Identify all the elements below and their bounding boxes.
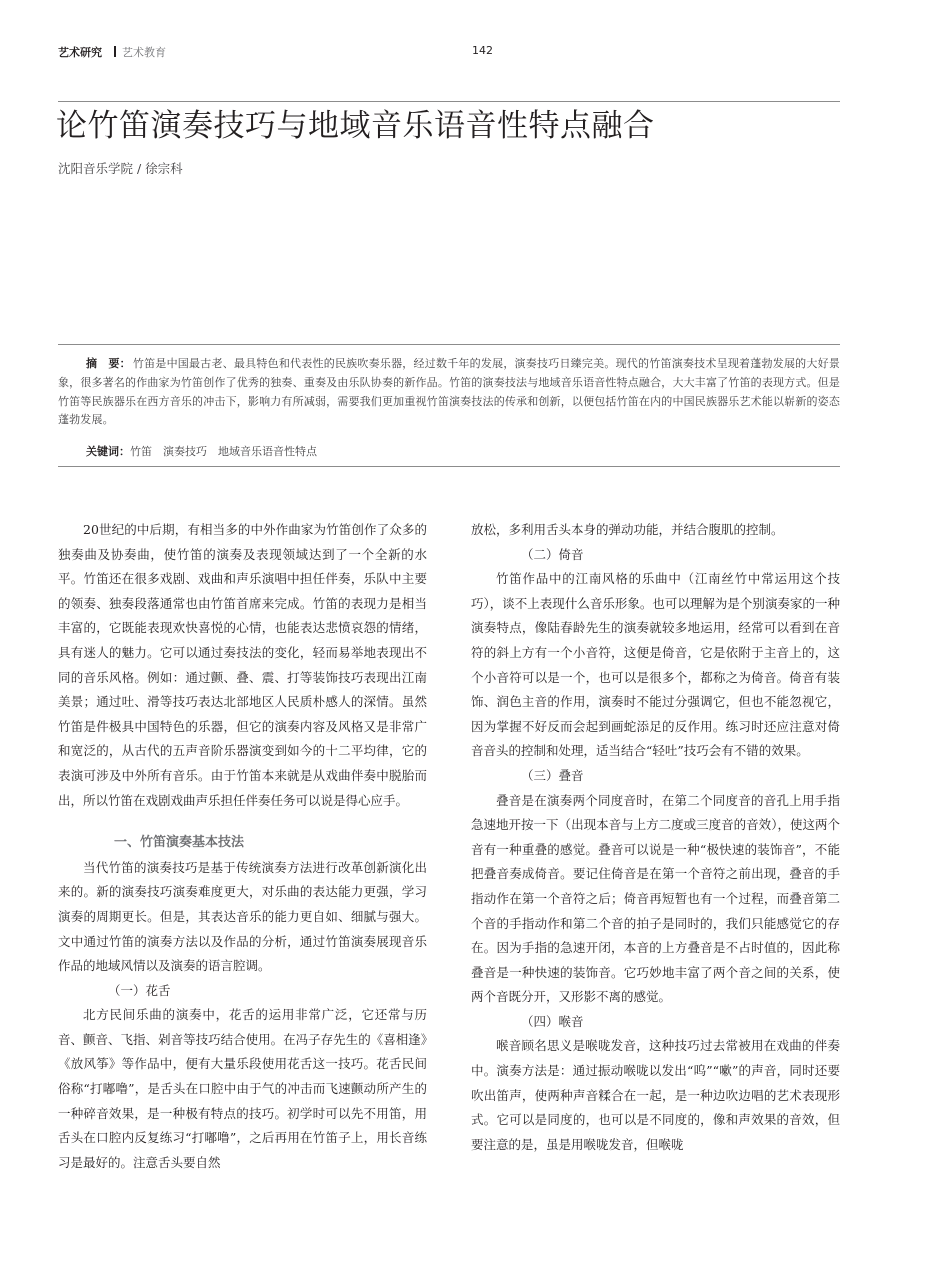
section-heading: 一、竹笛演奏基本技法 <box>114 835 245 851</box>
abstract-bottom-rule <box>58 466 840 467</box>
abstract-label: 摘 要： <box>86 357 131 370</box>
paragraph: 当代竹笛的演奏技巧是基于传统演奏方法进行改革创新演化出来的。新的演奏技巧演奏难度更大，对乐曲的表达能力更强，学习演奏的周期更长。但是，其表达音乐的能力更自如、细腻与强大。文中通过竹笛的演奏方法以及作品的分析，通过竹笛演奏展现音乐作品的地域风情以及演奏的语言腔调。 <box>58 859 427 974</box>
keywords-label: 关键词： <box>86 445 130 458</box>
article-author: 沈阳音乐学院 / 徐宗科 <box>58 161 183 176</box>
abstract-top-rule <box>58 344 840 345</box>
paragraph: 叠音是在演奏两个同度音时，在第二个同度音的音孔上用手指急速地开按一下（出现本音与上方二度或三度音的音效），使这两个音有一种重叠的感觉。叠音可以说是一种“极快速的装饰音”，不能把叠音奏成倚音。要记住倚音是在第一个音符之前出现，叠音的手指动作在第一个音符之后；倚音再短暂也有一个过程，而叠音第二个音的手指动作和第二个音的拍子是同时的，我们只能感觉它的存在。因为手指的急速开闭，本音的上方叠音是不占时值的，因此称叠音是一种快速的装饰音。它巧妙地丰富了两个音之间的关系，使两个音既分开，又形影不离的感觉。 <box>471 792 840 1005</box>
paragraph: 北方民间乐曲的演奏中，花舌的运用非常广泛，它还常与历音、颤音、飞指、剁音等技巧结合使用。在冯子存先生的《喜相逢》《放风筝》等作品中，便有大量乐段使用花舌这一技巧。花舌民间俗称“打嘟噜”，是舌头在口腔中由于气的冲击而飞速颤动所产生的一种碎音效果，是一种极有特点的技巧。初学时可以先不用笛，用舌头在口腔内反复练习“打嘟噜”，之后再用在竹笛子上，用长音练习是最好的。注意舌头要自然 <box>58 1007 427 1170</box>
body-column-right <box>471 518 840 1157</box>
intro-paragraph: 20世纪的中后期，有相当多的中外作曲家为竹笛创作了众多的独奏曲及协奏曲，使竹笛的演奏及表现领域达到了一个全新的水平。竹笛还在很多戏剧、戏曲和声乐演唱中担任伴奏，乐队中主要的领奏、独奏段落通常也由竹笛首席来完成。竹笛的表现力是相当丰富的，它既能表现欢快喜悦的心情，也能表达悲愤哀怨的情绪，具有迷人的魅力。它可以通过奏技法的变化，轻而易举地表现出不同的音乐风格。例如：通过颤、叠、震、打等装饰技巧表现出江南美景；通过吐、滑等技巧表达北部地区人民质朴感人的深情。虽然竹笛是件极具中国特色的乐器，但它的演奏内容及风格又是非常广和宽泛的，从古代的五声音阶乐器演变到如今的十二平均律，它的表演可涉及中外所有音乐。由于竹笛本来就是从戏曲伴奏中脱胎而出，所以竹笛在戏剧戏曲声乐担任伴奏任务可以说是得心应手。 <box>58 522 427 808</box>
running-header <box>58 44 840 62</box>
abstract <box>58 355 840 430</box>
paragraph: 竹笛作品中的江南风格的乐曲中（江南丝竹中常运用这个技巧），谈不上表现什么音乐形象。也可以理解为是个别演奏家的一种演奏特点，像陆春龄先生的演奏就较多地运用，经常可以看到在音符的斜上方有一个小音符，这便是倚音，它是依附于主音上的，这个小音符可以是一个，也可以是很多个，都称之为倚音。倚音有装饰、润色主音的作用，演奏时不能过分强调它，但也不能忽视它，因为掌握不好反而会起到画蛇添足的反作用。练习时还应注意对倚音音头的控制和处理，适当结合“轻吐”技巧会有不错的效果。 <box>471 571 840 759</box>
body-column-left <box>58 518 427 1175</box>
subsection-heading: （一）花舌 <box>108 982 171 998</box>
keywords-text: 竹笛 演奏技巧 地域音乐语音性特点 <box>130 445 317 458</box>
subsection-heading: （二）倚音 <box>521 546 584 562</box>
subsection-heading: （四）喉音 <box>521 1013 584 1029</box>
subsection-heading: （三）叠音 <box>521 767 584 783</box>
journal-subsection: 艺术教育 <box>122 46 166 59</box>
header-rule <box>58 101 840 102</box>
abstract-text: 竹笛是中国最古老、最具特色和代表性的民族吹奏乐器，经过数千年的发展，演奏技巧日臻完美。现代的竹笛演奏技术呈现着蓬勃发展的大好景象，很多著名的作曲家为竹笛创作了优秀的独奏、重奏及由乐队协奏的新作品。竹笛的演奏技法与地域音乐语音性特点融合，大大丰富了竹笛的表现方式。但是竹笛等民族器乐在西方音乐的冲击下，影响力有所减弱，需要我们更加重视竹笛演奏技法的传承和创新，以便包括竹笛在内的中国民族器乐艺术能以崭新的姿态蓬勃发展。 <box>58 357 840 427</box>
journal-section: 艺术研究 <box>58 46 102 59</box>
keywords <box>86 444 317 460</box>
page-number: 142 <box>472 44 493 57</box>
paragraph-continued: 放松，多利用舌头本身的弹动功能，并结合腹肌的控制。 <box>471 522 784 537</box>
paragraph: 喉音顾名思义是喉咙发音，这种技巧过去常被用在戏曲的伴奏中。演奏方法是：通过振动喉咙以发出“呜”“嗽”的声音，同时还要吹出笛声，使两种声音糅合在一起，是一种边吹边唱的艺术表现形式。它可以是同度的，也可以是不同度的，像和声效果的音效，但要注意的是，虽是用喉咙发音，但喉咙 <box>471 1038 840 1152</box>
header-divider-bar <box>114 46 116 57</box>
article-title: 论竹笛演奏技巧与地域音乐语音性特点融合 <box>56 108 655 144</box>
